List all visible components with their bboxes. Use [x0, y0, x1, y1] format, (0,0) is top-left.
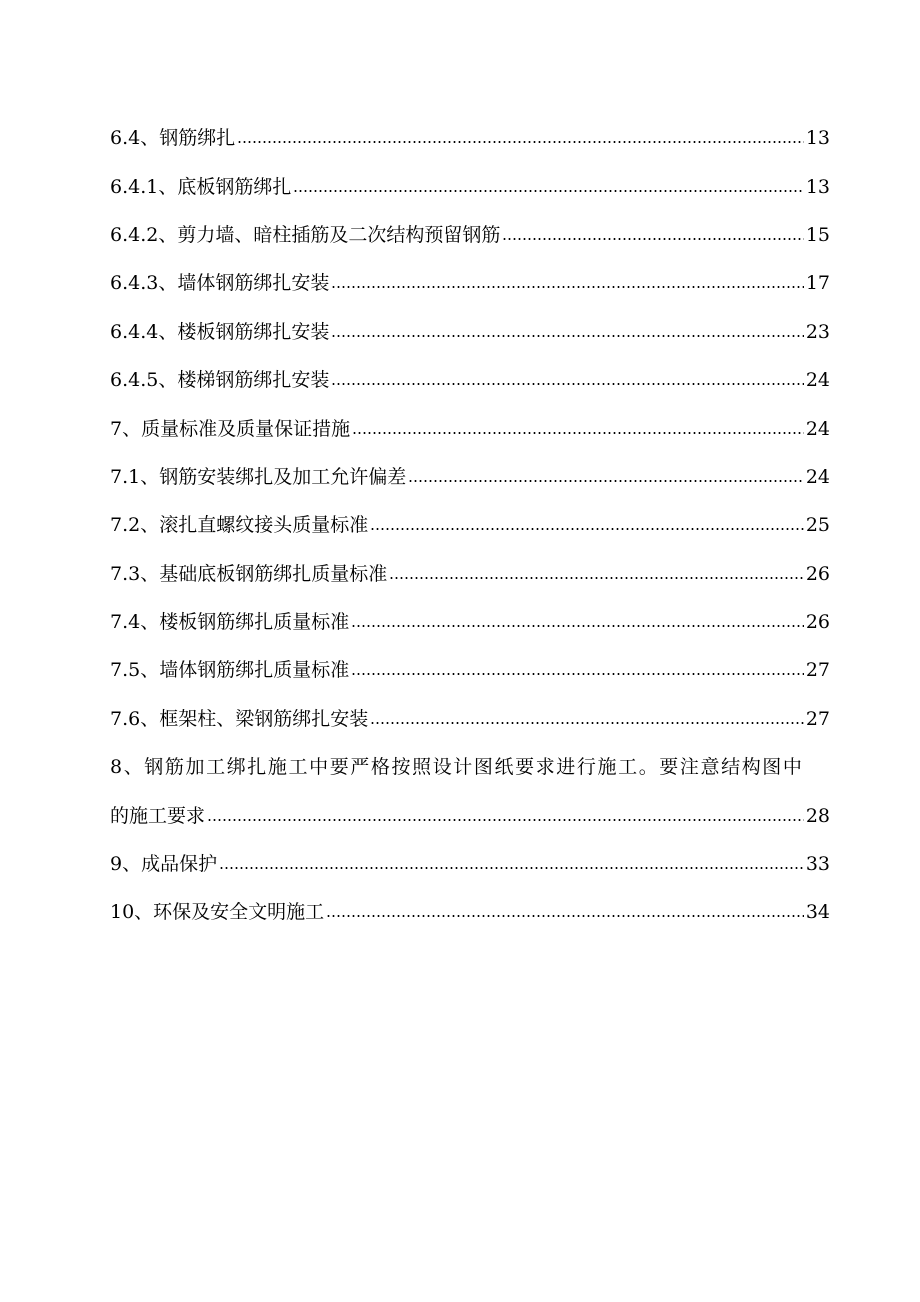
dot-leader [326, 915, 804, 917]
toc-entry-7-3[interactable] [110, 550, 830, 598]
toc-entry-title: 6.4、钢筋绑扎 [110, 127, 236, 150]
toc-entry-page: 17 [805, 272, 830, 295]
toc-entry-6-4-1[interactable] [110, 162, 830, 210]
toc-entry-6-4-2[interactable] [110, 211, 830, 259]
toc-entry-title: 6.4.3、墙体钢筋绑扎安装 [110, 272, 330, 295]
toc-entry-page: 24 [805, 465, 830, 488]
dot-leader [352, 432, 804, 434]
toc-entry-6-4-3[interactable] [110, 259, 830, 307]
dot-leader [408, 480, 804, 482]
toc-entry-7-5[interactable] [110, 646, 830, 694]
toc-entry-6-4[interactable] [110, 114, 830, 162]
dot-leader [219, 867, 804, 869]
toc-entry-title: 6.4.4、楼板钢筋绑扎安装 [110, 320, 330, 343]
dot-leader [502, 238, 803, 240]
dot-leader [331, 335, 803, 337]
dot-leader [293, 190, 803, 192]
toc-entry-7-2[interactable] [110, 501, 830, 549]
dot-leader [351, 625, 804, 627]
toc-entry-page: 15 [805, 223, 830, 246]
toc-entry-title: 6.4.2、剪力墙、暗柱插筋及二次结构预留钢筋 [110, 223, 501, 246]
dot-leader [370, 722, 804, 724]
dot-leader [370, 528, 804, 530]
toc-entry-title: 的施工要求 [110, 804, 206, 827]
toc-entry-6-4-5[interactable] [110, 356, 830, 404]
dot-leader [207, 819, 804, 821]
toc-entry-page: 25 [805, 514, 830, 537]
toc-entry-page: 24 [805, 369, 830, 392]
table-of-contents [110, 114, 830, 937]
toc-entry-page: 24 [805, 417, 830, 440]
dot-leader [389, 577, 804, 579]
toc-entry-8-line1[interactable] [110, 743, 830, 791]
toc-entry-title: 8、钢筋加工绑扎施工中要严格按照设计图纸要求进行施工。要注意结构图中 [110, 756, 804, 779]
toc-entry-title: 7.3、基础底板钢筋绑扎质量标准 [110, 562, 388, 585]
toc-entry-title: 7.4、楼板钢筋绑扎质量标准 [110, 611, 350, 634]
toc-entry-title: 7.1、钢筋安装绑扎及加工允许偏差 [110, 465, 407, 488]
toc-entry-title: 9、成品保护 [110, 853, 218, 876]
toc-entry-page: 13 [805, 127, 830, 150]
toc-entry-7[interactable] [110, 404, 830, 452]
toc-entry-title: 7、质量标准及质量保证措施 [110, 417, 351, 440]
toc-entry-title: 7.5、墙体钢筋绑扎质量标准 [110, 659, 350, 682]
toc-entry-page: 13 [805, 175, 830, 198]
toc-entry-8-line2[interactable] [110, 791, 830, 839]
dot-leader [331, 286, 803, 288]
toc-entry-title: 6.4.5、楼梯钢筋绑扎安装 [110, 369, 330, 392]
toc-entry-page: 26 [805, 562, 830, 585]
toc-entry-9[interactable] [110, 840, 830, 888]
dot-leader [351, 673, 804, 675]
toc-entry-page: 27 [805, 659, 830, 682]
toc-entry-title: 7.6、框架柱、梁钢筋绑扎安装 [110, 707, 369, 730]
toc-entry-title: 10、环保及安全文明施工 [110, 901, 325, 924]
toc-entry-page: 27 [805, 707, 830, 730]
toc-entry-page: 23 [805, 320, 830, 343]
toc-entry-page: 28 [805, 804, 830, 827]
dot-leader [331, 383, 803, 385]
toc-entry-7-1[interactable] [110, 453, 830, 501]
toc-entry-title: 7.2、滚扎直螺纹接头质量标准 [110, 514, 369, 537]
dot-leader [237, 141, 804, 143]
toc-entry-page: 33 [805, 853, 830, 876]
toc-entry-7-4[interactable] [110, 598, 830, 646]
toc-entry-10[interactable] [110, 888, 830, 936]
toc-entry-6-4-4[interactable] [110, 308, 830, 356]
toc-entry-page: 26 [805, 611, 830, 634]
toc-entry-title: 6.4.1、底板钢筋绑扎 [110, 175, 292, 198]
toc-entry-page: 34 [805, 901, 830, 924]
toc-entry-7-6[interactable] [110, 695, 830, 743]
